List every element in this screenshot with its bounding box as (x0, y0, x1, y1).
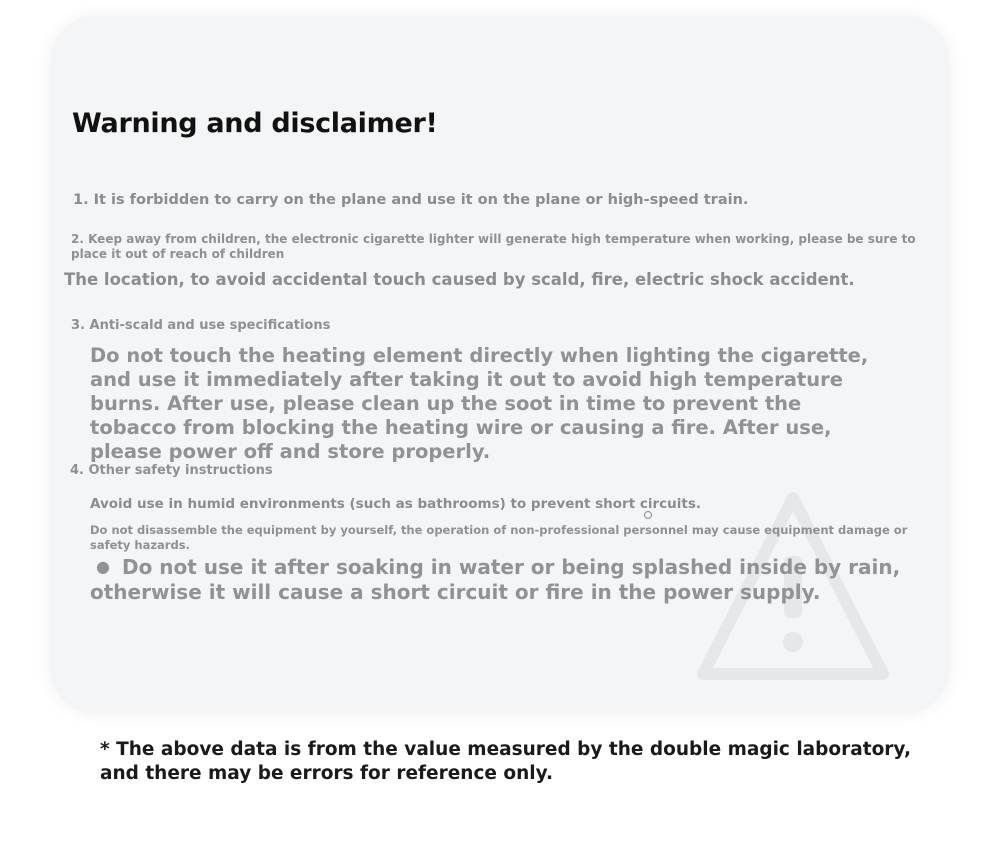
item-2-continuation: The location, to avoid accidental touch caused by scald, fire, electric shock accident. (64, 270, 855, 289)
disclaimer-card (50, 16, 950, 714)
item-2: 2. Keep away from children, the electronic cigarette lighter will generate high temperature when working, please be sure to place it out of reach of children (71, 232, 916, 261)
disclaimer-title: Warning and disclaimer! (72, 108, 438, 139)
item-3-heading: 3. Anti-scald and use specifications (71, 318, 331, 333)
footer-note: * The above data is from the value measured by the double magic laboratory, and there may be errors for reference only. (100, 739, 912, 784)
bullet-circle-icon (644, 511, 652, 519)
item-3-body: Do not touch the heating element directly when lighting the cigarette, and use it immediately after taking it out to avoid high temperature burns. After use, please clean up the soot in time to prevent the tobacco from blocking the heating wire or causing a fire. After use, please power off and store properly. (90, 344, 869, 463)
bullet-dot-icon: ● (96, 557, 110, 576)
safety-bullet-2: Do not disassemble the equipment by yourself, the operation of non-professional personnel may cause equipment damage or safety hazards. (90, 523, 908, 552)
item-1: 1. It is forbidden to carry on the plane and use it on the plane or high-speed train. (73, 192, 749, 208)
safety-bullet-3-text: Do not use it after soaking in water or being splashed inside by rain, otherwise it will cause a short circuit or fire in the power supply. (90, 555, 901, 604)
item-4-heading: 4. Other safety instructions (70, 463, 273, 478)
safety-bullet-1: Avoid use in humid environments (such as bathrooms) to prevent short circuits. (90, 496, 702, 512)
safety-bullet-3 (90, 554, 950, 605)
